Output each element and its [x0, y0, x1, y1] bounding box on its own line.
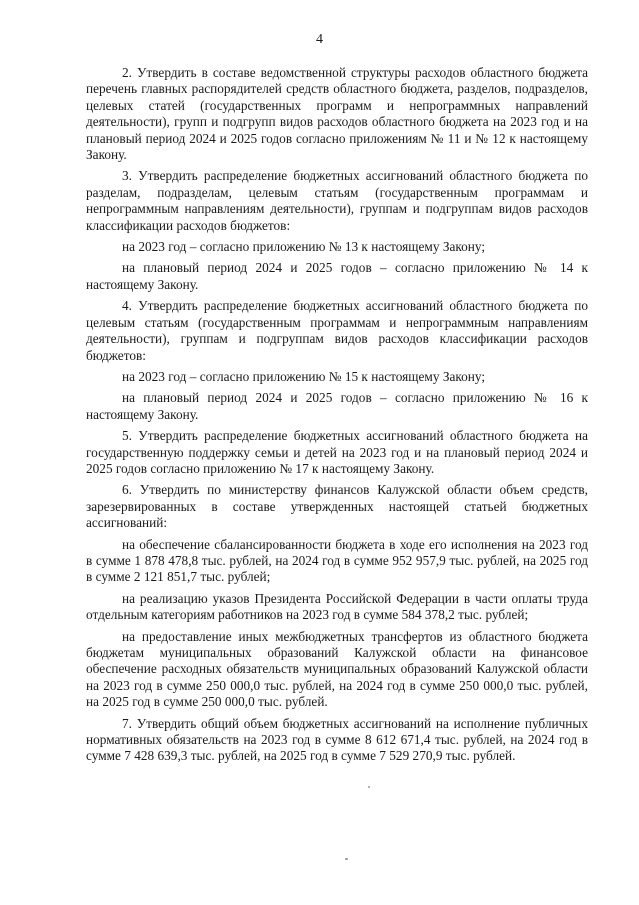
paragraph-item-3-2023: на 2023 год – согласно приложению № 13 к настоящему Закону;	[122, 239, 486, 255]
scan-speck	[345, 858, 348, 860]
paragraph-item-5: 5. Утвердить распределение бюджетных ассигнований областного бюджета на государственную поддержку семьи и детей на 2023 год и на плановый период 2024 и 2025 годов согласно приложению № 17 к настоящему Закону.	[86, 428, 588, 476]
paragraph-item-7: 7. Утвердить общий объем бюджетных ассигнований на исполнение публичных нормативных обязательств на 2023 год в сумме 8 612 671,4 тыс. рублей, на 2024 год в сумме 7 428 639,3 тыс. рублей, на 2025 год в сумме 7 529 270,9 тыс. рублей.	[86, 715, 588, 764]
paragraph-item-6-transfers: на предоставление иных межбюджетных трансфертов из областного бюджета бюджетам муниципальных образований Калужской области на финансовое обеспечение расходных обязательств муниципальных образований Калужской области на 2023 год в сумме 250 000,0 тыс. рублей, на 2024 год в сумме 250 000,0 тыс. рублей, на 2025 год в сумме 250 000,0 тыс. рублей.	[86, 628, 588, 710]
paragraph-item-4: 4. Утвердить распределение бюджетных ассигнований областного бюджета по целевым статьям (государственным программам и непрограммным направлениям деятельности), группам и подгруппам видов расходов классификации расходов бюджетов:	[86, 298, 588, 363]
paragraph-item-4-2023: на 2023 год – согласно приложению № 15 к настоящему Закону;	[122, 368, 486, 384]
paragraph-item-6-balance: на обеспечение сбалансированности бюджета в ходе его исполнения на 2023 год в сумме 1 878 478,8 тыс. рублей, на 2024 год в сумме 952 957,9 тыс. рублей, на 2025 год в сумме 2 121 851,7 тыс. рублей;	[86, 536, 588, 585]
paragraph-item-6-decrees: на реализацию указов Президента Российской Федерации в части оплаты труда отдельным категориям работников на 2023 год в сумме 584 378,2 тыс. рублей;	[86, 590, 588, 623]
paragraph-item-2: 2. Утвердить в составе ведомственной структуры расходов областного бюджета перечень главных распорядителей средств областного бюджета, разделов, подразделов, целевых статей (государственных программ и непрограммных направлений деятельности), групп и подгрупп видов расходов областного бюджета на 2023 год и на плановый период 2024 и 2025 годов согласно приложениям № 11 и № 12 к настоящему Закону.	[86, 65, 588, 163]
paragraph-item-6: 6. Утвердить по министерству финансов Калужской области объем средств, зарезервированных в составе утвержденных настоящей статьей бюджетных ассигнований:	[86, 482, 588, 531]
scan-speck	[368, 786, 370, 788]
paragraph-item-3-planned: на плановый период 2024 и 2025 годов – согласно приложению № 14 к настоящему Закону.	[86, 260, 588, 292]
page-number: 4	[316, 32, 323, 47]
paragraph-item-4-planned: на плановый период 2024 и 2025 годов – согласно приложению № 16 к настоящему Закону.	[86, 390, 588, 422]
document-body	[86, 65, 588, 770]
paragraph-item-3: 3. Утвердить распределение бюджетных ассигнований областного бюджета по разделам, подразделам, целевым статьям (государственным программам и непрограммным направлениям деятельности), группам и подгруппам видов расходов классификации расходов бюджетов:	[86, 168, 588, 233]
